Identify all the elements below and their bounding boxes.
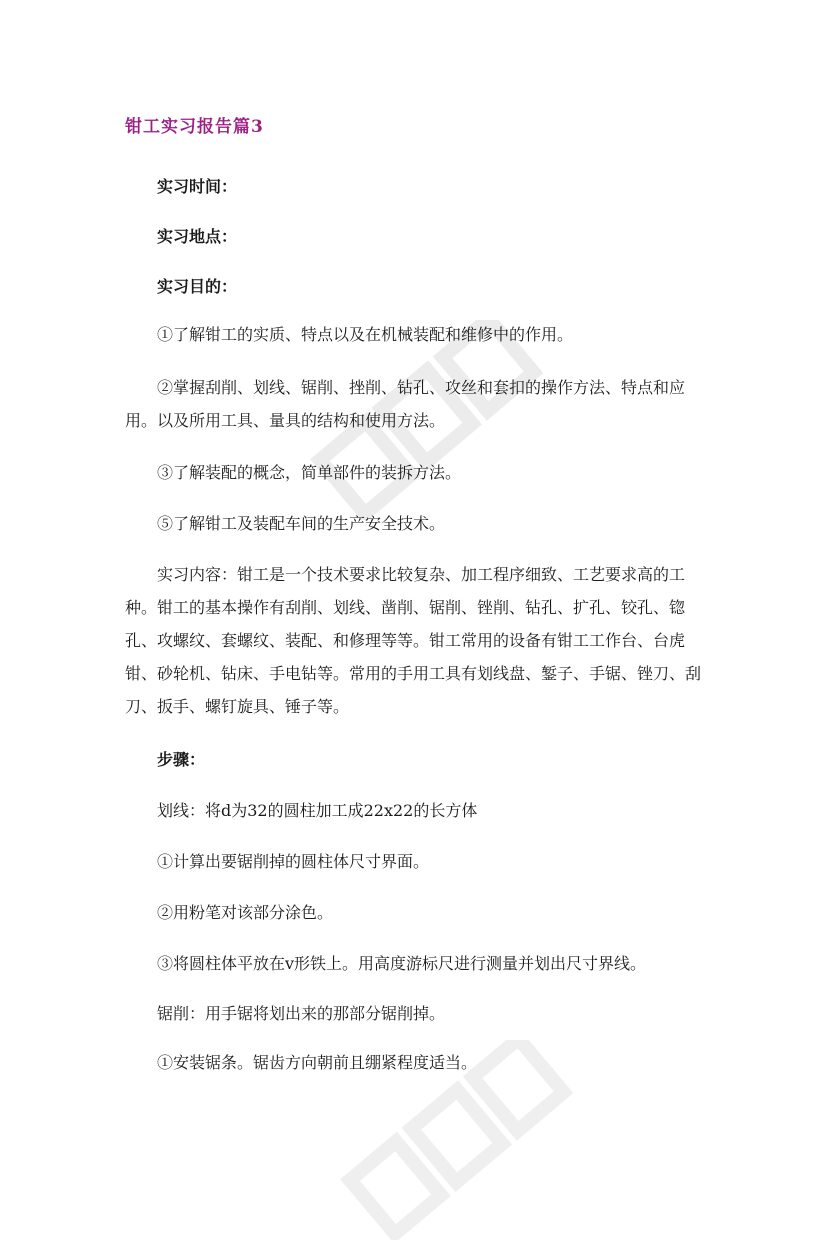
- purpose-item-5: ⑤了解钳工及装配车间的生产安全技术。: [157, 514, 446, 533]
- purpose-label: 实习目的：: [157, 277, 238, 296]
- purpose-item-1: ①了解钳工的实质、特点以及在机械装配和维修中的作用。: [157, 325, 574, 344]
- sawing-step-1: ①安装锯条。锯齿方向朝前且绷紧程度适当。: [157, 1053, 478, 1072]
- steps-label: 步骤：: [157, 750, 206, 769]
- time-label: 实习时间：: [157, 177, 238, 196]
- marking-heading: 划线：将d为32的圆柱加工成22x22的长方体: [157, 801, 478, 820]
- marking-step-3: ③将圆柱体平放在v形铁上。用高度游标尺进行测量并划出尺寸界线。: [157, 954, 647, 973]
- purpose-item-2: ②掌握刮削、划线、锯削、挫削、钻孔、攻丝和套扣的操作方法、特点和应用。以及所用工具、量具的结构和使用方法。: [125, 378, 686, 430]
- place-label: 实习地点：: [157, 227, 238, 246]
- content-paragraph: 实习内容：钳工是一个技术要求比较复杂、加工程序细致、工艺要求高的工种。钳工的基本操作有刮削、划线、凿削、锯削、锉削、钻孔、扩孔、铰孔、锪孔、攻螺纹、套螺纹、装配、和修理等等。钳工常用的设备有钳工工作台、台虎钳、砂轮机、钻床、手电钻等。常用的手用工具有划线盘、錾子、手锯、锉刀、刮刀、扳手、螺钉旋具、锤子等。: [125, 565, 702, 716]
- marking-step-2: ②用粉笔对该部分涂色。: [157, 903, 334, 922]
- sawing-heading: 锯削：用手锯将划出来的那部分锯削掉。: [157, 1004, 446, 1023]
- purpose-item-3: ③了解装配的概念，简单部件的装拆方法。: [157, 463, 462, 482]
- page-title: 钳工实习报告篇3: [125, 117, 264, 137]
- marking-step-1: ①计算出要锯削掉的圆柱体尺寸界面。: [157, 852, 430, 871]
